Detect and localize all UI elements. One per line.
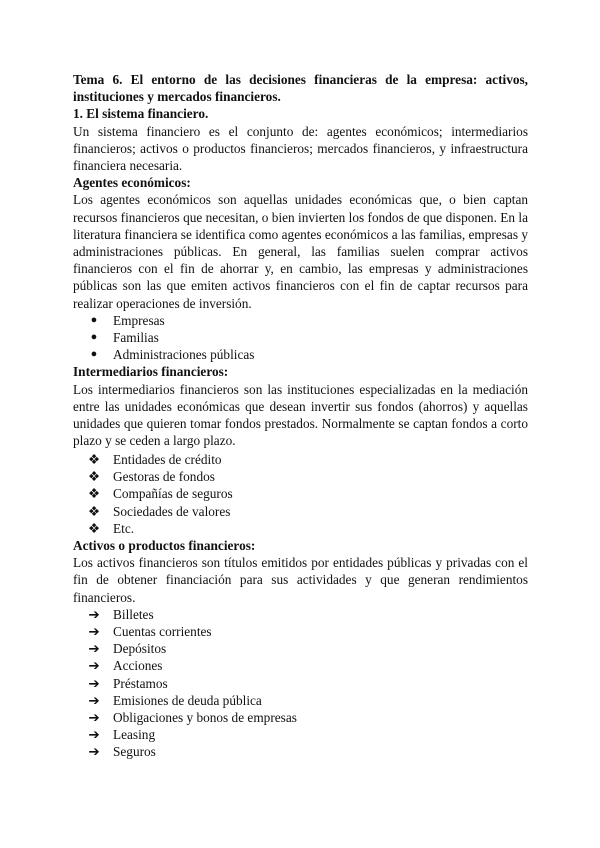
paragraph: Los intermediarios financieros son las instituciones especializadas en la mediación entre las unidades económicas que desean invertir sus fondos (ahorros) y aquellas unidades que quieren tomar fondos prestados. Normalmente se captan fondos a corto plazo y se ceden a largo plazo. bbox=[73, 381, 528, 449]
list-item: ➔ Préstamos bbox=[88, 675, 168, 691]
paragraph: Un sistema financiero es el conjunto de: agentes económicos; intermediarios financieros; activos o productos financieros; mercados financieros, y infraestructura financiera necesaria. bbox=[73, 123, 528, 174]
paragraph: Los activos financieros son títulos emitidos por entidades públicas y privadas con el fin de obtener financiación para sus actividades y que generan rendimientos financieros. bbox=[73, 555, 528, 605]
arrow-list-activos bbox=[73, 606, 528, 761]
list-item: ❖ Etc. bbox=[88, 520, 135, 536]
bullet-icon: ● bbox=[90, 313, 98, 326]
diamond-bullet-icon: ❖ bbox=[88, 520, 100, 536]
bullet-list-agentes bbox=[73, 312, 528, 364]
list-item: ➔ Depósitos bbox=[88, 641, 167, 657]
list-item: ➔ Cuentas corrientes bbox=[88, 624, 212, 639]
document-page bbox=[73, 71, 528, 761]
list-item: ● Familias bbox=[73, 329, 528, 346]
subheading-activos: Activos o productos financieros: bbox=[73, 537, 256, 553]
document-title: Tema 6. El entorno de las decisiones financieras de la empresa: activos, instituciones y mercados financieros. bbox=[73, 72, 528, 105]
list-item: ❖ Gestoras de fondos bbox=[88, 469, 215, 485]
section-heading: 1. El sistema financiero. bbox=[73, 106, 209, 122]
list-item: ● Empresas bbox=[73, 312, 528, 329]
list-item: ➔ Seguros bbox=[88, 744, 156, 760]
list-item: ● Administraciones públicas bbox=[73, 346, 528, 363]
arrow-bullet-icon: ➔ bbox=[88, 624, 100, 639]
arrow-bullet-icon: ➔ bbox=[88, 606, 100, 622]
diamond-bullet-icon: ❖ bbox=[88, 451, 100, 467]
list-item: ❖ Compañías de seguros bbox=[88, 486, 233, 502]
paragraph: Los agentes económicos son aquellas unidades económicas que, o bien captan recursos financieros que necesitan, o bien invierten los fondos de que disponen. En la literatura financiera se identifica como agentes económicos a las familias, empresas y administraciones públicas. En general, las familias suelen comprar activos financieros con el fin de ahorrar y, en cambio, las empresas y administraciones públicas son las que emiten activos financieros con el fin de captar recursos para realizar operaciones de inversión. bbox=[73, 192, 528, 311]
subheading-agentes: Agentes económicos: bbox=[73, 175, 191, 191]
subheading-intermediarios: Intermediarios financieros: bbox=[73, 364, 229, 380]
list-item: ❖ Sociedades de valores bbox=[88, 503, 231, 519]
arrow-bullet-icon: ➔ bbox=[88, 727, 100, 743]
bullet-icon: ● bbox=[90, 331, 98, 344]
arrow-bullet-icon: ➔ bbox=[88, 692, 100, 708]
bullet-icon: ● bbox=[90, 348, 98, 361]
diamond-bullet-icon: ❖ bbox=[88, 469, 100, 485]
list-item: ➔ Emisiones de deuda pública bbox=[88, 692, 262, 708]
list-item: ❖ Entidades de crédito bbox=[88, 451, 222, 467]
arrow-bullet-icon: ➔ bbox=[88, 675, 100, 691]
arrow-bullet-icon: ➔ bbox=[88, 641, 100, 657]
list-item: ➔ Leasing bbox=[88, 727, 156, 743]
arrow-bullet-icon: ➔ bbox=[88, 710, 100, 726]
arrow-bullet-icon: ➔ bbox=[88, 658, 100, 674]
diamond-list-intermediarios bbox=[73, 451, 528, 537]
diamond-bullet-icon: ❖ bbox=[88, 486, 100, 502]
list-item: ➔ Acciones bbox=[88, 658, 163, 674]
diamond-bullet-icon: ❖ bbox=[88, 503, 100, 519]
arrow-bullet-icon: ➔ bbox=[88, 744, 100, 760]
list-item: ➔ Billetes bbox=[88, 606, 154, 622]
list-item: ➔ Obligaciones y bonos de empresas bbox=[88, 710, 297, 726]
